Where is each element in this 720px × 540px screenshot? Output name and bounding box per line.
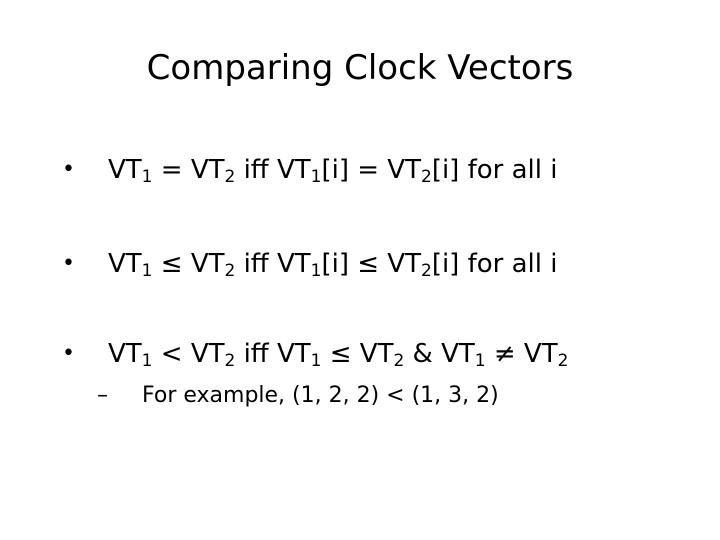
subscript-index: 2 xyxy=(557,351,569,371)
bullet-marker: • xyxy=(62,251,75,276)
subscript-index: 1 xyxy=(141,167,153,187)
subscript-index: 2 xyxy=(224,167,236,187)
subscript-index: 2 xyxy=(420,167,432,187)
subscript-index: 1 xyxy=(310,351,322,371)
subscript-index: 1 xyxy=(310,167,322,187)
subscript-index: 2 xyxy=(393,351,405,371)
subscript-index: 1 xyxy=(474,351,486,371)
subscript-index: 2 xyxy=(224,351,236,371)
sub-bullet-marker: – xyxy=(97,383,108,408)
subscript-index: 1 xyxy=(310,261,322,281)
subscript-index: 2 xyxy=(224,261,236,281)
bullet-marker: • xyxy=(62,341,75,366)
bullet-text: $VT_1 = VT_2$ iff $VT_1[i] = VT_2[i]$ for all i xyxy=(108,155,558,187)
subscript-index: 1 xyxy=(141,351,153,371)
bullet-text: $VT_1 < VT_2$ iff $VT_1 \le VT_2$ & $VT_1 \ne VT_2$ xyxy=(108,339,569,371)
sub-bullet-text: For example, (1, 2, 2) < (1, 3, 2) xyxy=(142,383,499,408)
bullet-text: $VT_1 \le VT_2$ iff $VT_1[i] \le VT_2[i]$ for all i xyxy=(108,249,558,281)
subscript-index: 1 xyxy=(141,261,153,281)
bullet-marker: • xyxy=(62,157,75,182)
subscript-index: 2 xyxy=(420,261,432,281)
slide-title: Comparing Clock Vectors xyxy=(146,48,574,88)
